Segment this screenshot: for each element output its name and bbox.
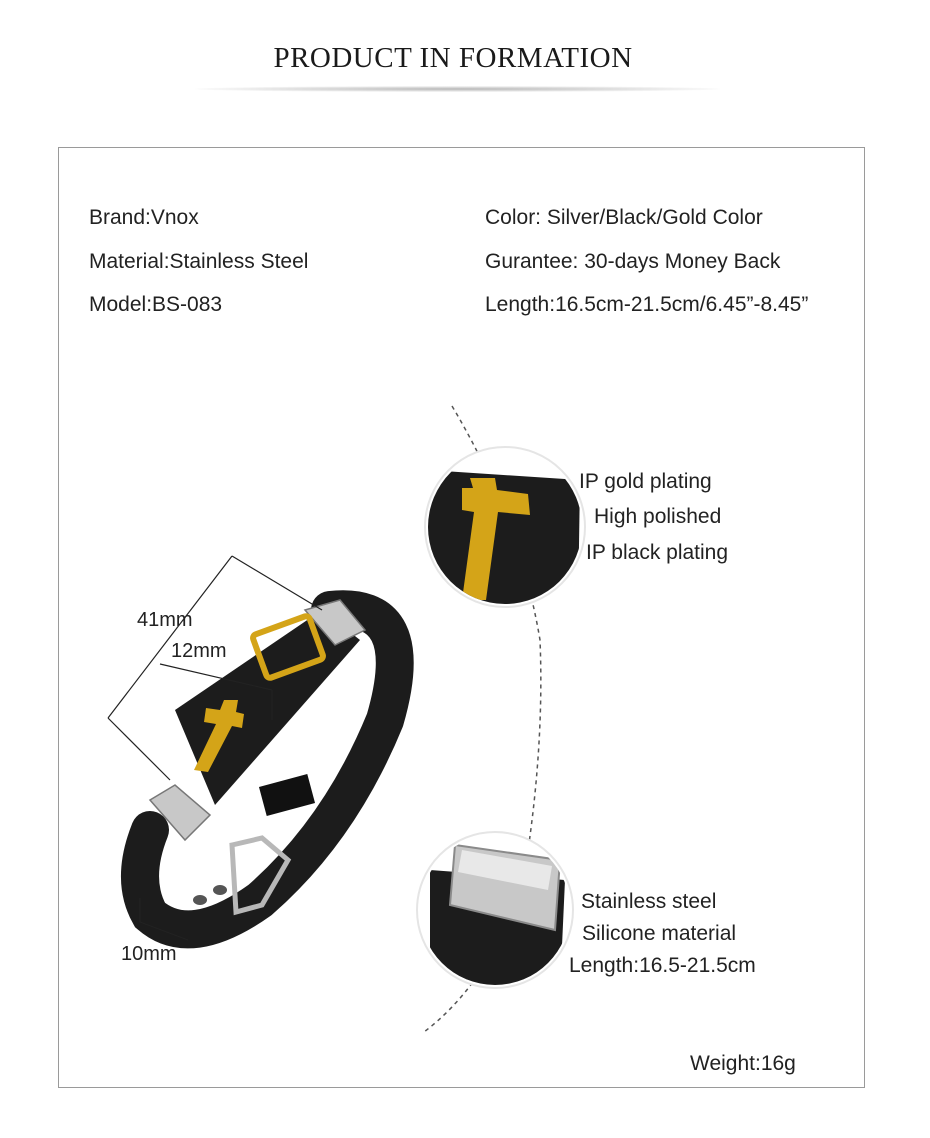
detail-circle-top [420, 447, 590, 610]
dimension-10mm: 10mm [121, 943, 177, 965]
spec-length: Length:16.5cm-21.5cm/6.45”-8.45” [485, 293, 809, 316]
weight-label: Weight:16g [690, 1052, 796, 1075]
spec-model: Model:BS-083 [89, 293, 223, 316]
callout-length: Length:16.5-21.5cm [569, 954, 756, 977]
spec-color: Color: Silver/Black/Gold Color [485, 206, 763, 229]
page-title: PRODUCT IN FORMATION [273, 42, 633, 74]
callout-ip-gold: IP gold plating [579, 470, 712, 493]
spec-brand: Brand:Vnox [89, 206, 199, 229]
callout-stainless-steel: Stainless steel [581, 890, 717, 913]
dimension-12mm: 12mm [171, 640, 227, 662]
callout-silicone: Silicone material [582, 922, 737, 945]
spec-guarantee: Gurantee: 30-days Money Back [485, 250, 781, 273]
spec-material: Material:Stainless Steel [89, 250, 309, 273]
callout-ip-black: IP black plating [586, 541, 729, 564]
detail-circle-bottom [417, 832, 573, 990]
callout-high-polished: High polished [594, 505, 722, 528]
dimension-41mm: 41mm [137, 609, 193, 631]
